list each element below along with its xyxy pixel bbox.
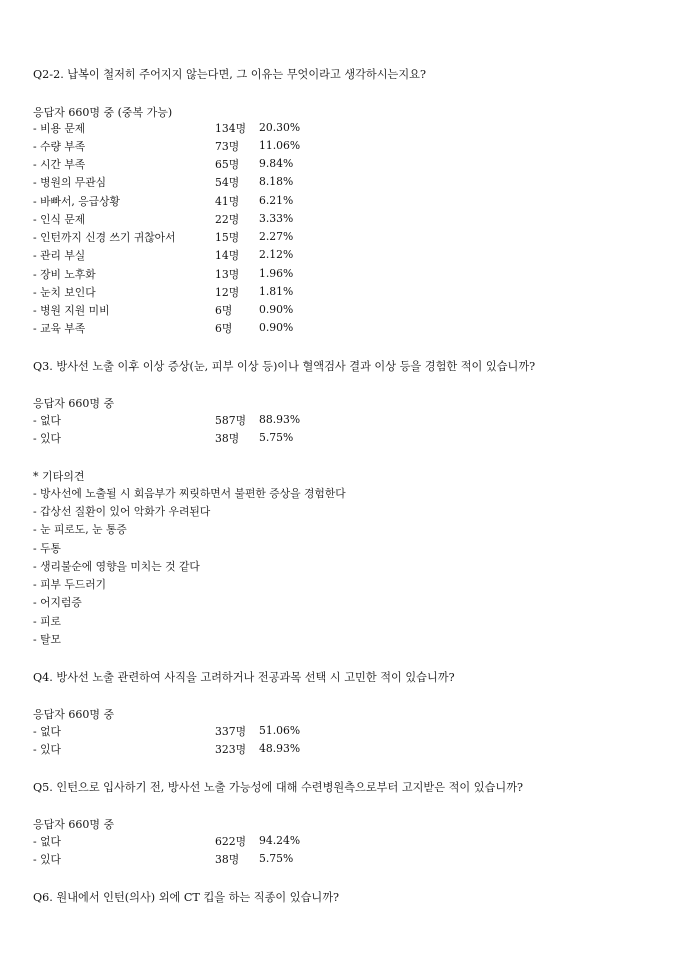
list-item: - 갑상선 질환이 있어 악화가 우려된다 bbox=[33, 505, 211, 518]
question-q3: Q3. 방사선 노출 이후 이상 증상(눈, 피부 이상 등)이나 혈액검사 결과 이상 등을 경험한 적이 있습니까? bbox=[33, 360, 536, 373]
row-label: - 없다 bbox=[33, 414, 61, 427]
table-row bbox=[33, 321, 433, 339]
row-percent: 2.12% bbox=[259, 248, 294, 261]
respondents-q3: 응답자 660명 중 bbox=[33, 397, 115, 410]
row-label: - 눈치 보인다 bbox=[33, 286, 96, 299]
row-label: - 인식 문제 bbox=[33, 213, 86, 226]
row-count: 587명 bbox=[215, 414, 247, 427]
list-item: - 눈 피로도, 눈 통증 bbox=[33, 523, 127, 536]
other-opinions-title: * 기타의견 bbox=[33, 470, 85, 483]
respondents-q4: 응답자 660명 중 bbox=[33, 708, 115, 721]
row-count: 12명 bbox=[215, 286, 240, 299]
list-item: - 방사선에 노출될 시 회음부가 찌릿하면서 불편한 증상을 경험한다 bbox=[33, 487, 346, 500]
row-percent: 51.06% bbox=[259, 724, 301, 737]
list-item: - 어지럼증 bbox=[33, 596, 82, 609]
row-label: - 시간 부족 bbox=[33, 158, 86, 171]
table-row bbox=[33, 121, 433, 139]
list-item: - 탈모 bbox=[33, 633, 61, 646]
row-percent: 94.24% bbox=[259, 834, 301, 847]
row-label: - 있다 bbox=[33, 743, 61, 756]
question-q6: Q6. 원내에서 인턴(의사) 외에 CT 킵을 하는 직종이 있습니까? bbox=[33, 891, 339, 904]
row-label: - 병원 지원 미비 bbox=[33, 304, 110, 317]
row-label: - 바빠서, 응급상황 bbox=[33, 195, 120, 208]
row-percent: 1.96% bbox=[259, 267, 294, 280]
row-label: - 수량 부족 bbox=[33, 140, 86, 153]
row-count: 337명 bbox=[215, 725, 247, 738]
row-label: - 없다 bbox=[33, 725, 61, 738]
row-label: - 없다 bbox=[33, 835, 61, 848]
table-row bbox=[33, 248, 433, 266]
row-label: - 있다 bbox=[33, 432, 61, 445]
row-count: 73명 bbox=[215, 140, 240, 153]
row-count: 14명 bbox=[215, 249, 240, 262]
table-row bbox=[33, 413, 433, 431]
table-row bbox=[33, 230, 433, 248]
row-count: 38명 bbox=[215, 853, 240, 866]
row-percent: 0.90% bbox=[259, 321, 294, 334]
table-row bbox=[33, 157, 433, 175]
row-percent: 9.84% bbox=[259, 157, 294, 170]
table-row bbox=[33, 194, 433, 212]
row-percent: 1.81% bbox=[259, 285, 294, 298]
row-label: - 있다 bbox=[33, 853, 61, 866]
row-percent: 8.18% bbox=[259, 175, 294, 188]
row-percent: 48.93% bbox=[259, 742, 301, 755]
row-percent: 3.33% bbox=[259, 212, 294, 225]
row-percent: 88.93% bbox=[259, 413, 301, 426]
row-percent: 6.21% bbox=[259, 194, 294, 207]
row-label: - 병원의 무관심 bbox=[33, 176, 107, 189]
row-count: 41명 bbox=[215, 195, 240, 208]
table-row bbox=[33, 175, 433, 193]
table-row bbox=[33, 212, 433, 230]
list-item: - 두통 bbox=[33, 542, 61, 555]
list-item: - 피부 두드러기 bbox=[33, 578, 107, 591]
table-row bbox=[33, 852, 433, 870]
table-row bbox=[33, 285, 433, 303]
row-label: - 인턴까지 신경 쓰기 귀찮아서 bbox=[33, 231, 176, 244]
table-row bbox=[33, 139, 433, 157]
table-row bbox=[33, 724, 433, 742]
row-percent: 5.75% bbox=[259, 431, 294, 444]
row-count: 6명 bbox=[215, 322, 233, 335]
row-label: - 비용 문제 bbox=[33, 122, 86, 135]
row-percent: 0.90% bbox=[259, 303, 294, 316]
table-row bbox=[33, 742, 433, 760]
list-item: - 생리불순에 영향을 미치는 것 같다 bbox=[33, 560, 200, 573]
table-row bbox=[33, 303, 433, 321]
respondents-q2-2: 응답자 660명 중 (중복 가능) bbox=[33, 106, 173, 119]
row-percent: 2.27% bbox=[259, 230, 294, 243]
row-percent: 20.30% bbox=[259, 121, 301, 134]
row-label: - 관리 부실 bbox=[33, 249, 86, 262]
row-label: - 교육 부족 bbox=[33, 322, 86, 335]
question-q5: Q5. 인턴으로 입사하기 전, 방사선 노출 가능성에 대해 수련병원측으로부터 고지받은 적이 있습니까? bbox=[33, 781, 523, 794]
row-label: - 장비 노후화 bbox=[33, 268, 96, 281]
row-count: 13명 bbox=[215, 268, 240, 281]
row-count: 22명 bbox=[215, 213, 240, 226]
question-q2-2: Q2-2. 납복이 철저히 주어지지 않는다면, 그 이유는 무엇이라고 생각하시는지요? bbox=[33, 68, 426, 81]
row-count: 323명 bbox=[215, 743, 247, 756]
table-row bbox=[33, 267, 433, 285]
row-count: 6명 bbox=[215, 304, 233, 317]
table-row bbox=[33, 834, 433, 852]
row-percent: 5.75% bbox=[259, 852, 294, 865]
row-count: 54명 bbox=[215, 176, 240, 189]
table-row bbox=[33, 431, 433, 449]
list-item: - 피로 bbox=[33, 615, 61, 628]
row-count: 622명 bbox=[215, 835, 247, 848]
row-count: 134명 bbox=[215, 122, 247, 135]
question-q4: Q4. 방사선 노출 관련하여 사직을 고려하거나 전공과목 선택 시 고민한 적이 있습니까? bbox=[33, 671, 455, 684]
row-count: 15명 bbox=[215, 231, 240, 244]
row-count: 38명 bbox=[215, 432, 240, 445]
row-percent: 11.06% bbox=[259, 139, 301, 152]
respondents-q5: 응답자 660명 중 bbox=[33, 818, 115, 831]
row-count: 65명 bbox=[215, 158, 240, 171]
